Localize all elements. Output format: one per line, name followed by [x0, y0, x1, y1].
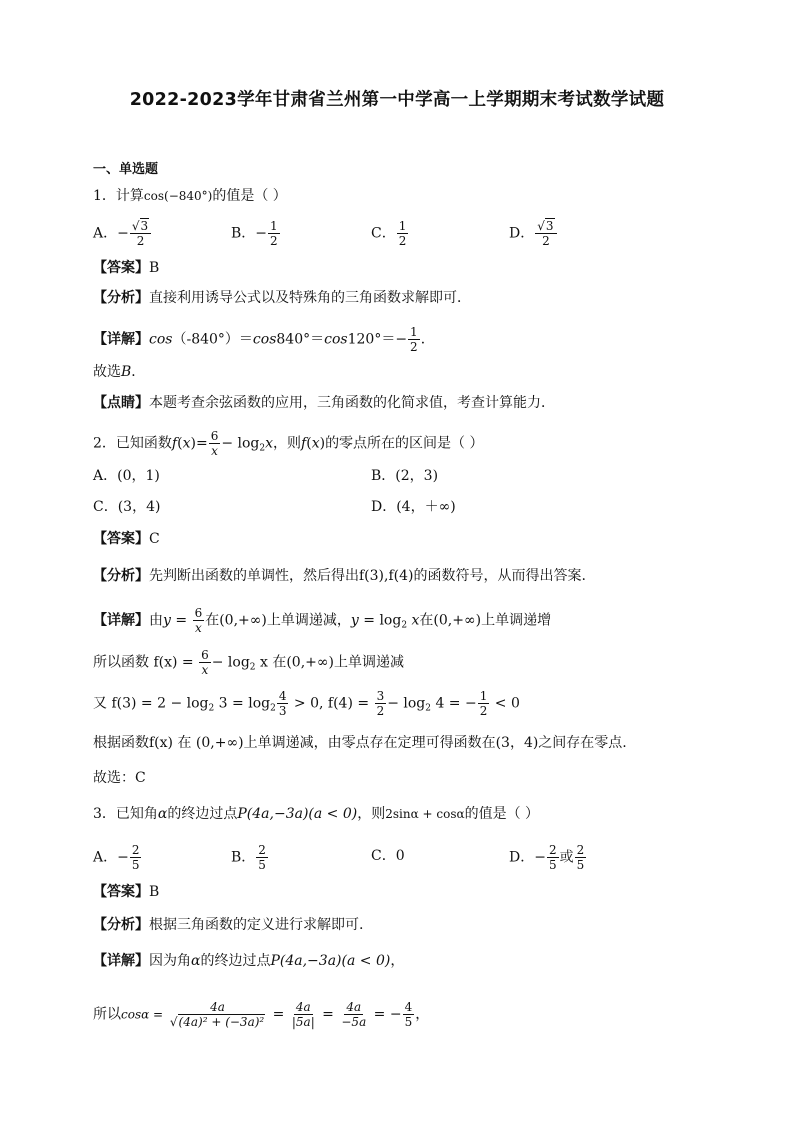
q2-log-base: 2	[259, 443, 266, 454]
analysis-label: 【分析】	[93, 290, 149, 306]
q2-log-arg: x	[265, 435, 274, 452]
q1-conclusion	[93, 362, 145, 382]
q3-option-a	[93, 844, 142, 871]
q2-d1-base: 2	[401, 620, 408, 631]
q1-option-d-den: 2	[542, 234, 550, 248]
page-title: 2022-2023学年甘肃省兰州第一中学高一上学期期末考试数学试题	[129, 90, 665, 110]
q3-stem-mid2: ，则	[357, 806, 386, 822]
q1-stem	[93, 186, 287, 206]
answer-label: 【答案】	[93, 884, 149, 900]
q3-detail	[93, 951, 404, 971]
q2-minus-log: − log	[221, 435, 260, 452]
q1-detail-mid2: 840°＝	[276, 331, 325, 348]
q2-d2-pre: 所以函数 f(x) =	[93, 654, 199, 671]
q2-d3-frac2	[375, 690, 387, 717]
q3-cos-den1: (4a)² + (−3a)²	[178, 1015, 265, 1029]
q3-cos-den4: 5	[404, 1015, 413, 1029]
q1-option-b-num: 1	[270, 219, 278, 233]
q1-detail-end: ．	[420, 331, 435, 348]
q2-option-d: D．(4，＋∞)	[371, 499, 456, 515]
q3-cos-num2: 4a	[295, 1000, 311, 1014]
q2-d3-pre: 又 f(3) = 2 − log	[93, 695, 209, 712]
q3-detail-end: ，	[390, 953, 405, 969]
q3-option-d-den2: 5	[576, 858, 585, 872]
q1-option-b	[231, 220, 281, 247]
q2-d3-base2: 2	[270, 703, 276, 714]
q3-option-d-num: 2	[548, 843, 557, 857]
q3-answer-value: B	[149, 884, 160, 900]
q3-cos-end: ，	[415, 1006, 430, 1023]
q1-detail-mid: （-840°）＝	[172, 331, 253, 348]
q2-analysis-text: 先判断出函数的单调性，然后得出f(3),f(4)的函数符号，从而得出答案.	[149, 568, 586, 584]
q1-detail-frac	[408, 326, 420, 353]
q2-d3-mid3: − log	[387, 695, 426, 712]
q3-option-d-frac2	[575, 844, 587, 871]
q3-option-b-num: 2	[258, 843, 266, 857]
q2-answer-value: C	[149, 531, 160, 547]
q2-d1-arg: x	[407, 612, 420, 629]
q2-frac-num: 6	[210, 429, 219, 443]
q3-cos-eq3: = −	[369, 1006, 402, 1023]
q1-option-b-den: 2	[270, 234, 278, 248]
q1-conclusion-b: B	[121, 364, 132, 380]
q3-detail-mid: 的终边过点	[200, 953, 271, 969]
q3-option-b-frac	[256, 844, 268, 871]
q2-conclusion: 故选：C	[93, 770, 146, 786]
answer-label: 【答案】	[93, 260, 149, 276]
q3-stem-pre: 3．已知角	[93, 806, 158, 822]
q2-f: f	[171, 435, 178, 452]
q1-stem-post: 的值是（ ）	[212, 188, 287, 204]
comment-label: 【点睛】	[93, 395, 149, 411]
q1-option-a	[93, 220, 152, 247]
q1-detail-cos2: cos	[252, 331, 277, 348]
q3-point: P(4a,−3a)(a < 0)	[237, 806, 358, 822]
q1-answer-value: B	[149, 260, 160, 276]
q3-option-b	[231, 844, 269, 871]
q2-option-b: B．(2，3)	[371, 468, 439, 484]
q2-d3-mid4: 4 = −	[431, 695, 477, 712]
q1-option-b-label: B．	[231, 225, 256, 242]
q2-detail-line4: 根据函数f(x) 在 (0,+∞)上单调递减，由零点存在定理可得函数在(3，4)之间存在零点.	[93, 735, 627, 751]
q1-option-d-frac: $\frac{√3}{2}$	[535, 220, 556, 247]
q2-d3-den: 3	[278, 704, 287, 718]
detail-label: 【详解】	[93, 953, 149, 969]
q1-stem-pre: 1．计算	[93, 188, 144, 204]
q3-option-d-den: 5	[548, 858, 557, 872]
q3-option-b-label: B．	[231, 849, 256, 866]
q1-comment-text: 本题考查余弦函数的应用，三角函数的化简求值，考查计算能力．	[149, 395, 555, 411]
q2-detail-line1	[93, 607, 551, 636]
q3-option-a-num: 2	[131, 843, 140, 857]
q2-answer	[93, 529, 160, 549]
q2-d1-eq: =	[170, 612, 192, 629]
q3-cos-num1: 4a	[210, 1000, 225, 1014]
q1-option-a-frac: $\frac{√3}{2}$	[130, 220, 151, 247]
q2-detail-line3	[93, 690, 520, 719]
q1-detail-cos3: cos	[324, 331, 348, 348]
q2-d3-num: 4	[278, 689, 287, 703]
q1-analysis	[93, 288, 471, 308]
q3-option-d-label: D．−	[509, 849, 546, 866]
q2-d2-post: x 在(0,+∞)上单调递减	[255, 654, 405, 671]
q2-d2-base: 2	[249, 662, 256, 673]
q2-d1-eq2: = log	[358, 612, 402, 629]
section-heading: 一、单选题	[93, 162, 159, 177]
detail-label: 【详解】	[93, 331, 149, 348]
q2-d1-pre: 由	[149, 612, 163, 629]
q3-cos-line	[93, 1001, 429, 1028]
q1-option-d-label: D．	[509, 225, 535, 242]
q2-detail-line2	[93, 649, 404, 678]
q3-cos-frac2	[290, 1001, 317, 1028]
q1-option-a-sign: −	[117, 225, 129, 242]
q2-d3-base: 2	[208, 703, 215, 714]
q2-d3-num3: 1	[479, 689, 488, 703]
q3-analysis-text: 根据三角函数的定义进行求解即可.	[149, 917, 364, 933]
q1-option-a-num: 3	[140, 219, 149, 233]
analysis-label: 【分析】	[93, 917, 149, 933]
q1-option-d	[509, 220, 558, 247]
q2-frac-den: x	[211, 444, 218, 458]
q3-cos-frac1: $\frac{4a}{\text{√(4a)² + (−3a)²}}$	[169, 1000, 265, 1029]
q3-answer	[93, 882, 159, 902]
q3-cos-frac4	[403, 1001, 415, 1028]
q3-cos-num3: 4a	[346, 1000, 362, 1014]
q2-d1-y2: y	[350, 612, 359, 629]
q2-d3-end: < 0	[490, 695, 520, 712]
q2-stem-post: 的零点所在的区间是（ ）	[325, 435, 484, 452]
q2-d3-mid2: > 0, f(4) =	[289, 695, 374, 712]
q2-d2-mid: − log	[211, 654, 250, 671]
q2-d1-den: x	[194, 621, 202, 635]
q2-d3-base3: 2	[425, 703, 431, 714]
q3-cos-eq1: =	[268, 1006, 289, 1023]
q2-d3-den3: 2	[479, 704, 488, 718]
q2-x: x	[182, 435, 191, 452]
q2-d3-frac3	[478, 690, 490, 717]
q2-d1-frac	[193, 607, 205, 634]
q1-detail-mid3: 120°＝−	[347, 331, 408, 348]
q1-option-c-den: 2	[398, 234, 407, 248]
q2-eq: =	[195, 435, 208, 452]
q3-detail-point: P(4a,−3a)(a < 0)	[270, 953, 391, 969]
q2-d3-mid: 3 = log	[214, 695, 271, 712]
q3-cos-lhs: cosα =	[121, 1007, 167, 1022]
q2-d2-num: 6	[201, 648, 209, 662]
q3-cos-den3: −5a	[341, 1015, 367, 1029]
q2-d3-num2: 3	[376, 689, 385, 703]
q3-option-d	[509, 844, 587, 871]
q1-stem-expr: cos(−840°)	[143, 189, 213, 203]
q1-detail-den: 2	[410, 340, 418, 354]
q2-stem-pre: 2．已知函数	[93, 435, 172, 452]
q1-option-c-num: 1	[398, 219, 407, 233]
q3-option-d-frac1	[547, 844, 559, 871]
q3-cos-eq2: =	[317, 1006, 339, 1023]
q1-option-a-den: 2	[136, 234, 145, 248]
q3-stem	[93, 804, 539, 824]
q2-d3-den2: 2	[376, 704, 385, 718]
q3-cos-pre: 所以	[93, 1006, 121, 1023]
q2-d1-y: y	[163, 612, 171, 629]
q1-detail	[93, 326, 435, 353]
q3-detail-alpha: α	[191, 953, 201, 969]
q2-d1-post: 在(0,+∞)上单调递增	[419, 612, 552, 629]
q1-detail-cos: cos	[149, 331, 173, 348]
analysis-label: 【分析】	[93, 568, 149, 584]
detail-label: 【详解】	[93, 612, 149, 629]
q1-option-c-frac	[397, 220, 409, 247]
q3-alpha: α	[157, 806, 168, 822]
q3-stem-mid: 的终边过点	[167, 806, 238, 822]
q1-conclusion-pre: 故选	[93, 364, 121, 380]
q1-option-c	[371, 220, 409, 247]
q2-stem-frac	[209, 430, 221, 457]
q2-d3-frac1	[277, 690, 289, 717]
q2-stem-mid: ，则	[273, 435, 302, 452]
q2-d1-num: 6	[194, 606, 203, 620]
q3-option-c: C．0	[371, 848, 405, 864]
q3-stem-post: 的值是（ ）	[464, 806, 540, 822]
q1-answer	[93, 258, 159, 278]
q3-option-a-den: 5	[131, 858, 140, 872]
q2-stem: 2．已知函数f(x)= $\frac{6}{x}$ − $\log_2x$，则f(x)的零点所在的区间是（ ）	[93, 429, 484, 458]
q3-cos-den2: |5a|	[291, 1015, 315, 1029]
q2-d2-frac	[199, 649, 211, 676]
q1-option-a-label: A．	[93, 225, 118, 242]
q3-cos-num4: 4	[404, 1000, 413, 1014]
q3-option-a-frac	[130, 844, 142, 871]
q2-d1-mid: 在(0,+∞)上单调递减，	[205, 612, 351, 629]
q3-analysis	[93, 915, 363, 935]
q2-analysis	[93, 566, 586, 586]
q1-comment	[93, 393, 555, 413]
q1-option-b-sign: −	[255, 225, 268, 242]
answer-label: 【答案】	[93, 531, 149, 547]
q1-option-c-label: C．	[371, 225, 396, 242]
q1-option-d-num: 3	[545, 219, 554, 233]
q2-d2-den: x	[201, 663, 209, 677]
q2-option-a: A．(0，1)	[93, 468, 160, 484]
q3-option-d-or: 或	[559, 849, 574, 866]
q1-conclusion-end: ．	[131, 364, 146, 380]
q3-expr: 2sinα + cosα	[385, 807, 465, 821]
q3-option-a-label: A．−	[93, 849, 129, 866]
q1-detail-num: 1	[410, 325, 418, 339]
q3-detail-pre: 因为角	[149, 953, 191, 969]
q3-option-b-den: 5	[258, 858, 266, 872]
q3-cos-frac3	[339, 1001, 368, 1028]
q3-option-d-num2: 2	[576, 843, 585, 857]
q1-option-b-frac	[268, 220, 280, 247]
q1-analysis-text: 直接利用诱导公式以及特殊角的三角函数求解即可．	[149, 290, 471, 306]
q2-option-c: C．(3，4)	[93, 499, 161, 515]
